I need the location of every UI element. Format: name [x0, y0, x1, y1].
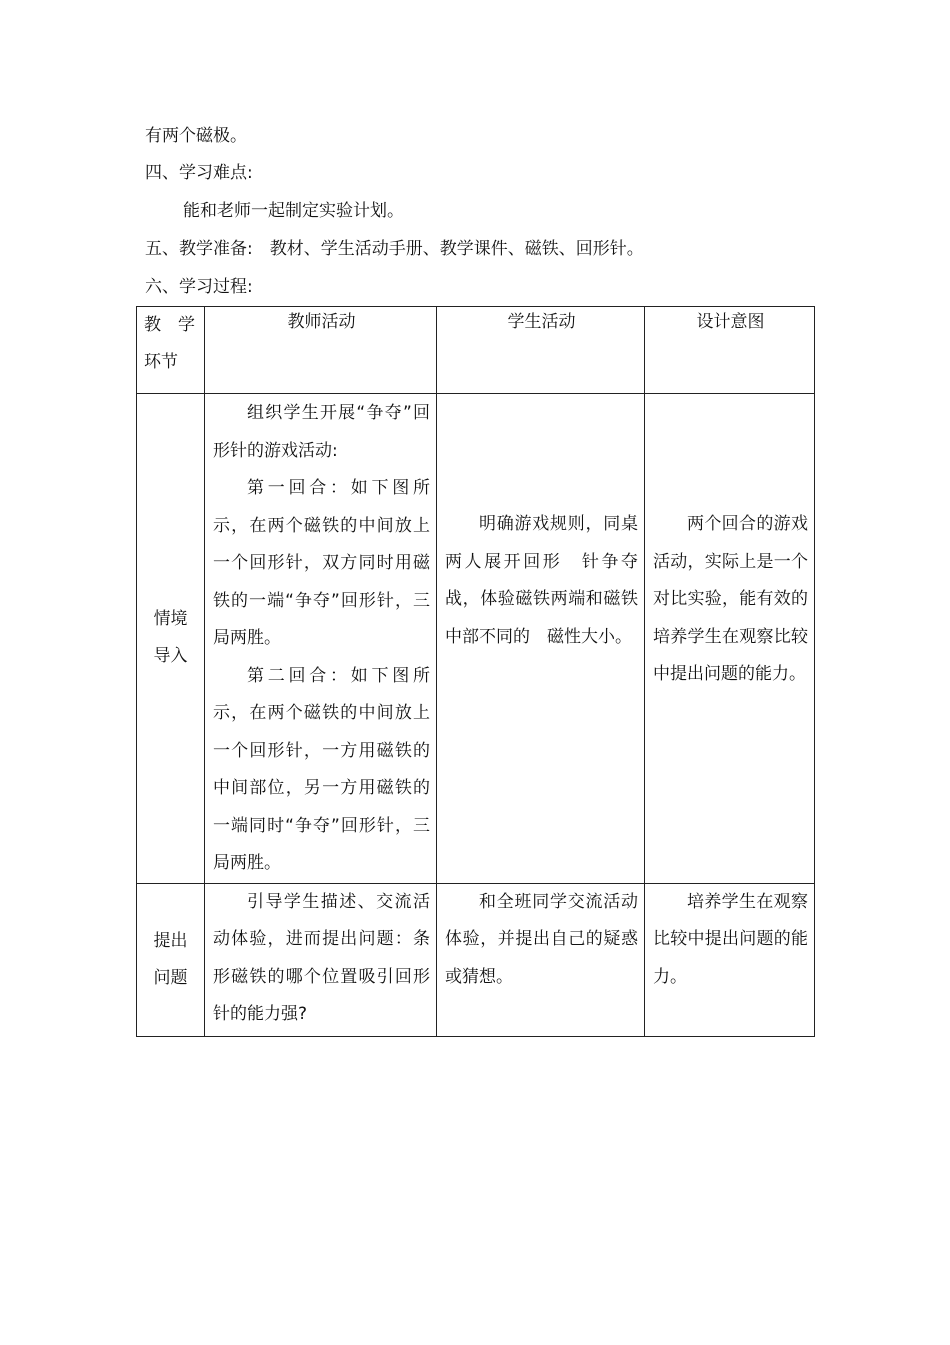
stage-label-line1: 情境 — [153, 609, 188, 630]
design-intent-cell — [645, 883, 815, 1036]
text-line-magnetic-poles: 有两个磁极。 — [145, 126, 247, 146]
header-stage — [137, 307, 205, 394]
design-intent-text: 两个回合的游戏活动，实际上是一个对比实验，能有效的培养学生在观察比较中提出问题的能力。 — [653, 514, 808, 684]
stage-label-line2: 问题 — [153, 967, 188, 988]
student-activity-cell — [437, 394, 645, 884]
table-row-raise-question — [137, 883, 815, 1036]
student-activity-text: 和全班同学交流活动体验，并提出自己的疑惑或猜想。 — [445, 891, 638, 987]
teacher-activity-cell — [205, 883, 437, 1036]
header-stage-line1: 教 学 — [144, 315, 195, 335]
learning-process-table — [136, 306, 815, 1037]
header-teacher-activity: 教师活动 — [205, 307, 437, 394]
table-row-situation-intro — [137, 394, 815, 884]
header-design-intent: 设计意图 — [645, 307, 815, 394]
text-teaching-preparation: 五、教学准备: 教材、学生活动手册、教学课件、磁铁、回形针。 — [145, 239, 644, 259]
heading-learning-difficulty: 四、学习难点: — [145, 163, 253, 183]
stage-label-line2: 导入 — [153, 646, 188, 667]
header-student-activity: 学生活动 — [437, 307, 645, 394]
heading-learning-process: 六、学习过程: — [145, 277, 253, 297]
student-activity-cell — [437, 883, 645, 1036]
design-intent-text: 培养学生在观察比较中提出问题的能力。 — [653, 891, 808, 987]
header-stage-line2: 环节 — [144, 352, 178, 372]
student-activity-text: 明确游戏规则，同桌两人展开回形 针争夺战，体验磁铁两端和磁铁中部不同的 磁性大小。 — [445, 514, 638, 647]
teacher-activity-text: 引导学生描述、交流活动体验，进而提出问题：条形磁铁的哪个位置吸引回形针的能力强? — [213, 891, 430, 1024]
teacher-activity-paragraph-3: 第二回合：如下图所示，在两个磁铁的中间放上一个回形针，一方用磁铁的中间部位，另一方用磁铁的一端同时“争夺”回形针，三局两胜。 — [213, 665, 430, 873]
text-learning-difficulty: 能和老师一起制定实验计划。 — [183, 201, 404, 221]
stage-cell-raise-question — [137, 883, 205, 1036]
teacher-activity-cell — [205, 394, 437, 884]
stage-label-line1: 提出 — [153, 930, 188, 951]
teacher-activity-paragraph-1: 组织学生开展“争夺”回形针的游戏活动: — [213, 403, 430, 461]
table-header-row — [137, 307, 815, 394]
teacher-activity-paragraph-2: 第一回合：如下图所示，在两个磁铁的中间放上一个回形针，双方同时用磁铁的一端“争夺”回形针，三局两胜。 — [213, 478, 430, 648]
stage-cell-situation-intro — [137, 394, 205, 884]
design-intent-cell — [645, 394, 815, 884]
